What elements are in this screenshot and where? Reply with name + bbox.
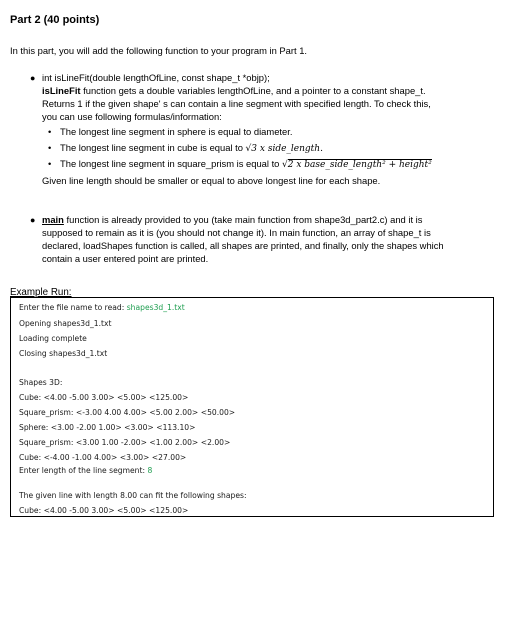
console-line: Loading complete [19, 334, 87, 343]
func-block [42, 71, 494, 123]
main-note-block [42, 213, 494, 265]
console-line: Closing shapes3d_1.txt [19, 349, 108, 358]
func-desc-line: you can use following formulas/information: [42, 111, 222, 122]
console-line: Cube: <-4.00 -1.00 4.00> <3.00> <27.00> [19, 453, 187, 462]
bullet-dot-icon: • [48, 142, 52, 153]
console-line: Opening shapes3d_1.txt [19, 319, 112, 328]
bullet-dot-icon: ● [30, 215, 36, 225]
console-line: Square_prism: <3.00 1.00 -2.00> <1.00 2.00> <2.00> [19, 438, 231, 447]
intro-text: In this part, you will add the following function to your program in Part 1. [10, 45, 308, 56]
func-desc-line: isLineFit function gets a double variables lengthOfLine, and a pointer to a constant shape_t. [42, 85, 426, 96]
formula-math: √3 x side_length. [245, 144, 323, 154]
main-note-line: supposed to remain as it is (you should not change it). In main function, an array of shape_t is [42, 227, 431, 238]
bullet-dot-icon: ● [30, 73, 36, 83]
sqrt-icon: √ [282, 160, 288, 170]
main-note-line: main function is already provided to you (take main function from shape3d_part2.c) and it is [42, 214, 423, 225]
main-note-line: declared, loadShapes function is called, all shapes are printed, and finally, only the shapes which [42, 240, 444, 251]
sqrt-icon: √ [245, 144, 252, 154]
length-input: 8 [147, 466, 153, 475]
main-note-line: contain a user entered point are printed. [42, 253, 209, 264]
console-line: The given line with length 8.00 can fit the following shapes: [19, 491, 247, 500]
main-bold: main [42, 214, 64, 225]
bullet-dot-icon: • [48, 126, 52, 137]
console-line: Enter the file name to read: shapes3d_1.txt [19, 303, 185, 312]
console-line: Cube: <4.00 -5.00 3.00> <5.00> <125.00> [19, 506, 189, 515]
func-note: Given line length should be smaller or equal to above longest line for each shape. [42, 175, 381, 186]
filename-input: shapes3d_1.txt [126, 303, 185, 312]
console-line: Square_prism: <-3.00 4.00 4.00> <5.00 2.00> <50.00> [19, 408, 236, 417]
func-desc-line: Returns 1 if the given shape' s can contain a line segment with specified length. To check this, [42, 98, 431, 109]
func-name-bold: isLineFit [42, 85, 81, 96]
console-line: Sphere: <3.00 -2.00 1.00> <3.00> <113.10> [19, 423, 196, 432]
formula-item: • The longest line segment in square_prism is equal to √2 x base_side_length² + height² [48, 158, 432, 170]
func-signature: int isLineFit(double lengthOfLine, const shape_t *objp); [42, 72, 270, 83]
console-line: Shapes 3D: [19, 378, 63, 387]
bullet-dot-icon: • [48, 158, 52, 169]
formula-item: • The longest line segment in cube is equal to √3 x side_length. [48, 142, 323, 154]
formula-item: • The longest line segment in sphere is equal to diameter. [48, 126, 293, 137]
console-line: Enter length of the line segment: 8 [19, 466, 153, 475]
example-heading: Example Run: [10, 287, 72, 298]
console-line: Cube: <4.00 -5.00 3.00> <5.00> <125.00> [19, 393, 189, 402]
example-run-box [10, 297, 494, 517]
part-title: Part 2 (40 points) [10, 14, 100, 26]
formula-math: √2 x base_side_length² + height² [282, 160, 432, 170]
